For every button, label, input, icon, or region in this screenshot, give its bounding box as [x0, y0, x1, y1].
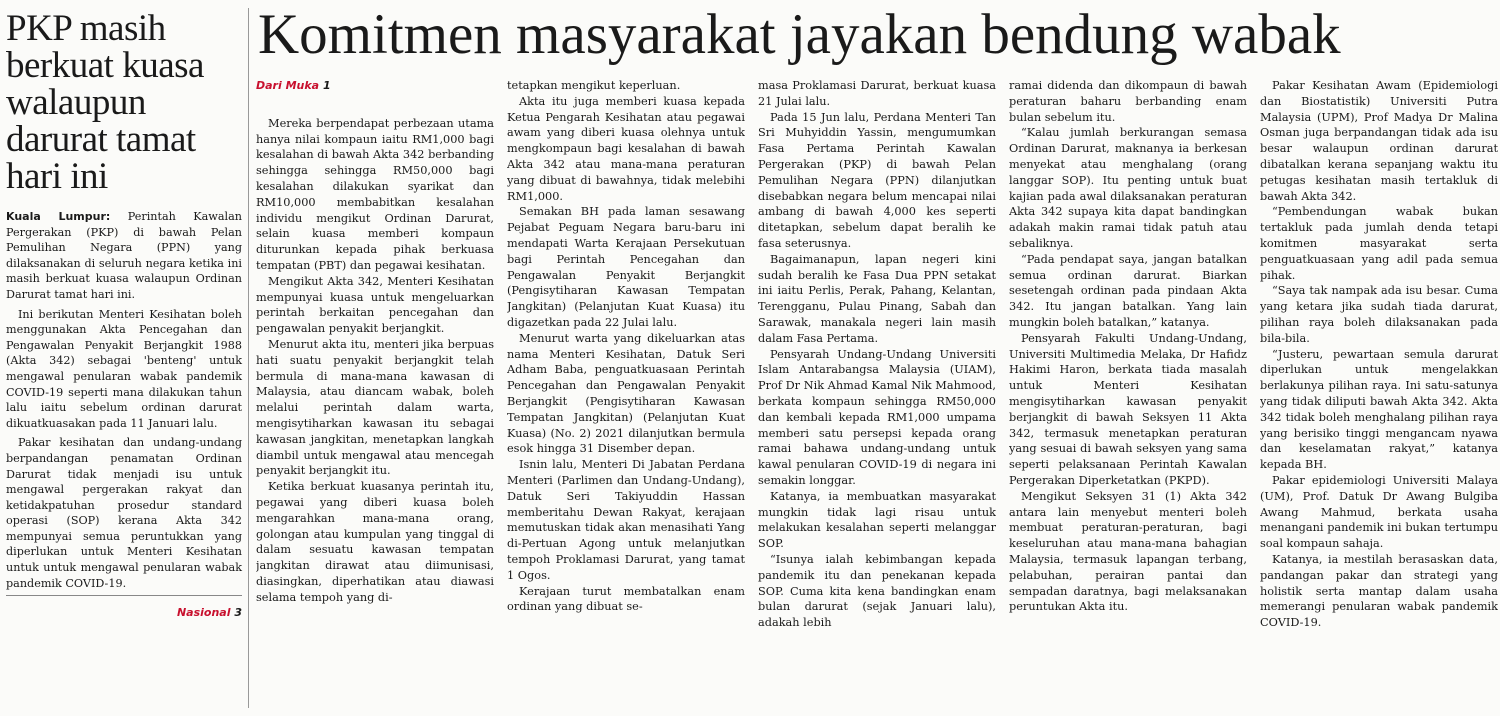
article-columns [256, 78, 1498, 714]
article-paragraph: Katanya, ia membuatkan masyarakat mungkin tidak lagi risau untuk melakukan kesalahan seperti melanggar SOP. [758, 489, 996, 551]
article-paragraph: Mengikut Akta 342, Menteri Kesihatan mempunyai kuasa untuk mengeluarkan perintah berkaitan pencegahan dan pengawalan penyakit berjangkit. [256, 274, 494, 336]
page-jump-link[interactable] [6, 606, 242, 619]
article-paragraph: Semakan BH pada laman sesawang Pejabat Peguam Negara baru-baru ini mendapati Warta Kerajaan Persekutuan bagi Perintah Pencegahan dan Pengawalan Penyakit Berjangkit (Pengisytiharan Kawasan Tempatan Jangkitan) (Pelanjutan Kuat Kuasa) itu digazetkan pada 22 Julai lalu. [507, 205, 745, 329]
article-paragraph: Bagaimanapun, lapan negeri kini sudah beralih ke Fasa Dua PPN setakat ini iaitu Perlis, Perak, Pahang, Kelantan, Terengganu, Pulau Pinang, Sabah dan Sarawak, manakala negeri lain masih dalam Fasa Pertama. [758, 252, 996, 345]
sidebar-paragraph: Ini berikutan Menteri Kesihatan boleh menggunakan Akta Pencegahan dan Pengawalan Penyakit Berjangkit 1988 (Akta 342) sebagai 'benteng' untuk mengawal penularan wabak pandemik COVID-19 seperti mana dilakukan tahun lalu iaitu sebelum ordinan darurat dikuatkuasakan pada 11 Januari lalu. [6, 307, 242, 430]
sidebar-body [6, 209, 242, 591]
article-paragraph: Mengikut Seksyen 31 (1) Akta 342 antara lain menyebut menteri boleh membuat peraturan-peraturan, bagi keseluruhan atau mana-mana bahagian Malaysia, termasuk lapangan terbang, pelabuhan, perairan pantai dan sempadan daratnya, bagi melaksanakan peruntukan Akta itu. [1009, 489, 1247, 614]
article-paragraph: masa Proklamasi Darurat, berkuat kuasa 21 Julai lalu. [758, 79, 996, 108]
article-paragraph: “Pada pendapat saya, jangan batalkan semua ordinan darurat. Biarkan sesetengah ordinan pada pindaan Akta 342. Itu jangan batalkan. Yang lain mungkin boleh batalkan,” katanya. [1009, 252, 1247, 329]
article-paragraph: “Kalau jumlah berkurangan semasa Ordinan Darurat, maknanya ia berkesan menyekat atau menghalang (orang langgar SOP). Itu penting untuk buat kajian pada awal dilaksanakan peraturan Akta 342 supaya kita dapat bandingkan adakah makin ramai tidak patuh atau sebaliknya. [1009, 126, 1247, 250]
article-paragraph: Pensyarah Fakulti Undang-Undang, Universiti Multimedia Melaka, Dr Hafidz Hakimi Haron, berkata tiada masalah untuk Menteri Kesihatan mengisytiharkan kawasan penyakit berjangkit di bawah Seksyen 11 Akta 342, termasuk menetapkan peraturan yang sesuai di bawah seksyen yang sama seperti pelaksanaan Perintah Kawalan Pergerakan Diperketatkan (PKPD). [1009, 331, 1247, 487]
article-paragraph: Pensyarah Undang-Undang Universiti Islam Antarabangsa Malaysia (UIAM), Prof Dr Nik Ahmad Kamal Nik Mahmood, berkata kompaun sehingga RM50,000 dan kembali kepada RM1,000 umpama memberi satu persepsi kepada orang ramai bahawa undang-undang untuk kawal penularan COVID-19 di negara ini semakin longgar. [758, 347, 996, 487]
column-divider [248, 8, 249, 708]
article-paragraph: Mereka berpendapat perbezaan utama hanya nilai kompaun iaitu RM1,000 bagi kesalahan di bawah Akta 342 berbanding sehingga sehingga RM50,000 bagi kesalahan dilakukan syarikat dan RM10,000 membabitkan kesalahan individu mengikut Ordinan Darurat, selain kuasa memberi kompaun diturunkan kepada pihak berkuasa tempatan (PBT) dan pegawai kesihatan. [256, 116, 494, 272]
article-paragraph: Katanya, ia mestilah berasaskan data, pandangan pakar dan strategi yang holistik serta mantap dalam usaha memerangi penularan wabak pandemik COVID-19. [1260, 552, 1498, 630]
main-headline: Komitmen masyarakat jayakan bendung wabak [258, 3, 1341, 66]
jump-page-number: 3 [234, 606, 242, 620]
article-column-5 [1260, 78, 1498, 714]
article-paragraph: Kerajaan turut membatalkan enam ordinan yang dibuat se- [507, 584, 745, 614]
sidebar-article [6, 0, 242, 716]
article-paragraph: Pada 15 Jun lalu, Perdana Menteri Tan Sri Muhyiddin Yassin, mengumumkan Fasa Pertama Perintah Kawalan Pergerakan (PKP) di bawah Pelan Pemulihan Negara (PPN) dilanjutkan disebabkan negara belum mencapai nilai ambang di bawah 4,000 kes seperti ditetapkan, sebelum dapat beralih ke fasa seterusnya. [758, 110, 996, 250]
article-paragraph: tetapkan mengikut keperluan. [507, 79, 681, 92]
article-paragraph: Menurut akta itu, menteri jika berpuas hati suatu penyakit berjangkit telah bermula di mana-mana kawasan di Malaysia, atau diancam wabak, boleh melalui perintah dalam warta, mengisytiharkan kawasan itu sebagai kawasan jangkitan, menetapkan langkah diambil untuk mengawal atau mencegah penyakit berjangkit itu. [256, 337, 494, 478]
article-paragraph: Pakar epidemiologi Universiti Malaya (UM), Prof. Datuk Dr Awang Bulgiba Awang Mahmud, berkata usaha menangani pandemik ini bukan tertumpu soal kompaun sahaja. [1260, 473, 1498, 551]
article-paragraph: Ketika berkuat kuasanya perintah itu, pegawai yang diberi kuasa boleh mengarahkan mana-mana orang, golongan atau kumpulan yang tinggal di dalam sesuatu kawasan tempatan jangkitan dirawat atau diimunisasi, diasingkan, diperhatikan atau diawasi selama tempoh yang di- [256, 480, 494, 604]
sidebar-paragraph-text: Perintah Kawalan Pergerakan (PKP) di bawah Pelan Pemulihan Negara (PPN) yang dilaksanakan di seluruh negara ketika ini masih berkuat kuasa walaupun Ordinan Darurat tamat hari ini. [6, 210, 242, 301]
jump-section-label: Nasional [176, 606, 231, 620]
continued-page: 1 [322, 79, 331, 92]
article-paragraph: ramai didenda dan dikompaun di bawah peraturan baharu berbanding enam bulan sebelum itu. [1009, 79, 1247, 124]
article-paragraph: Akta itu juga memberi kuasa kepada Ketua Pengarah Kesihatan atau pegawai awam yang diberi kuasa olehnya untuk mengkompaun bagi kesalahan di bawah Akta 342 atau mana-mana peraturan yang dibuat di bawahnya, tidak melebihi RM1,000. [507, 94, 745, 203]
continued-from-label [256, 78, 494, 94]
continued-label: Dari Muka [256, 79, 320, 92]
article-column-4 [1009, 78, 1247, 714]
sidebar-divider [6, 595, 242, 596]
article-paragraph: Menurut warta yang dikeluarkan atas nama Menteri Kesihatan, Datuk Seri Adham Baba, penguatkuasaan Perintah Pencegahan dan Pengawalan Penyakit Berjangkit (Pengisytiharan Kawasan Tempatan Jangkitan) (Pelanjutan Kuat Kuasa) (No. 2) 2021 dilanjutkan bermula esok hingga 31 Disember depan. [507, 331, 745, 456]
article-column-2 [507, 78, 745, 714]
article-paragraph: “Pembendungan wabak bukan tertakluk pada jumlah denda tetapi komitmen masyarakat serta penguatkuasaan yang adil pada semua pihak. [1260, 205, 1498, 282]
article-column-1 [256, 78, 494, 714]
sidebar-paragraph [6, 209, 242, 303]
article-paragraph: “Saya tak nampak ada isu besar. Cuma yang ketara jika sudah tiada darurat, pilihan raya boleh dilaksanakan pada bila-bila. [1260, 284, 1498, 345]
article-paragraph: Isnin lalu, Menteri Di Jabatan Perdana Menteri (Parlimen dan Undang-Undang), Datuk Seri Takiyuddin Hassan memberitahu Dewan Rakyat, kerajaan memutuskan tidak akan menasihati Yang di-Pertuan Agong untuk melanjutkan tempoh Proklamasi Darurat, yang tamat 1 Ogos. [507, 458, 745, 582]
article-column-3 [758, 78, 996, 714]
sidebar-paragraph: Pakar kesihatan dan undang-undang berpandangan penamatan Ordinan Darurat tidak menjadi isu untuk mengawal pergerakan rakyat dan ketidakpatuhan prosedur standard operasi (SOP) kerana Akta 342 mempunyai semua peruntukkan yang diperlukan untuk Menteri Kesihatan untuk untuk mengawal penularan wabak pandemik COVID-19. [6, 436, 242, 590]
sidebar-headline: PKP masih berkuat kuasa walaupun darurat tamat hari ini [6, 8, 204, 197]
article-paragraph: Pakar Kesihatan Awam (Epidemiologi dan Biostatistik) Universiti Putra Malaysia (UPM), Prof Madya Dr Malina Osman juga berpandangan tidak ada isu besar walaupun ordinan darurat dibatalkan kerana sepanjang waktu itu petugas kesihatan masih tertakluk di bawah Akta 342. [1260, 79, 1498, 203]
article-paragraph: “Isunya ialah kebimbangan kepada pandemik itu dan penekanan kepada SOP. Cuma kita kena bandingkan enam bulan darurat (sejak Januari lalu), adakah lebih [758, 552, 996, 630]
article-paragraph: “Justeru, pewartaan semula darurat diperlukan untuk mengelakkan berlakunya pilihan raya. Ini satu-satunya yang tidak diliputi bawah Akta 342. Akta 342 tidak boleh menghalang pilihan raya yang berisiko tinggi mengancam nyawa dan keselamatan rakyat,” katanya kepada BH. [1260, 347, 1498, 472]
dateline: Kuala Lumpur: [6, 210, 111, 223]
